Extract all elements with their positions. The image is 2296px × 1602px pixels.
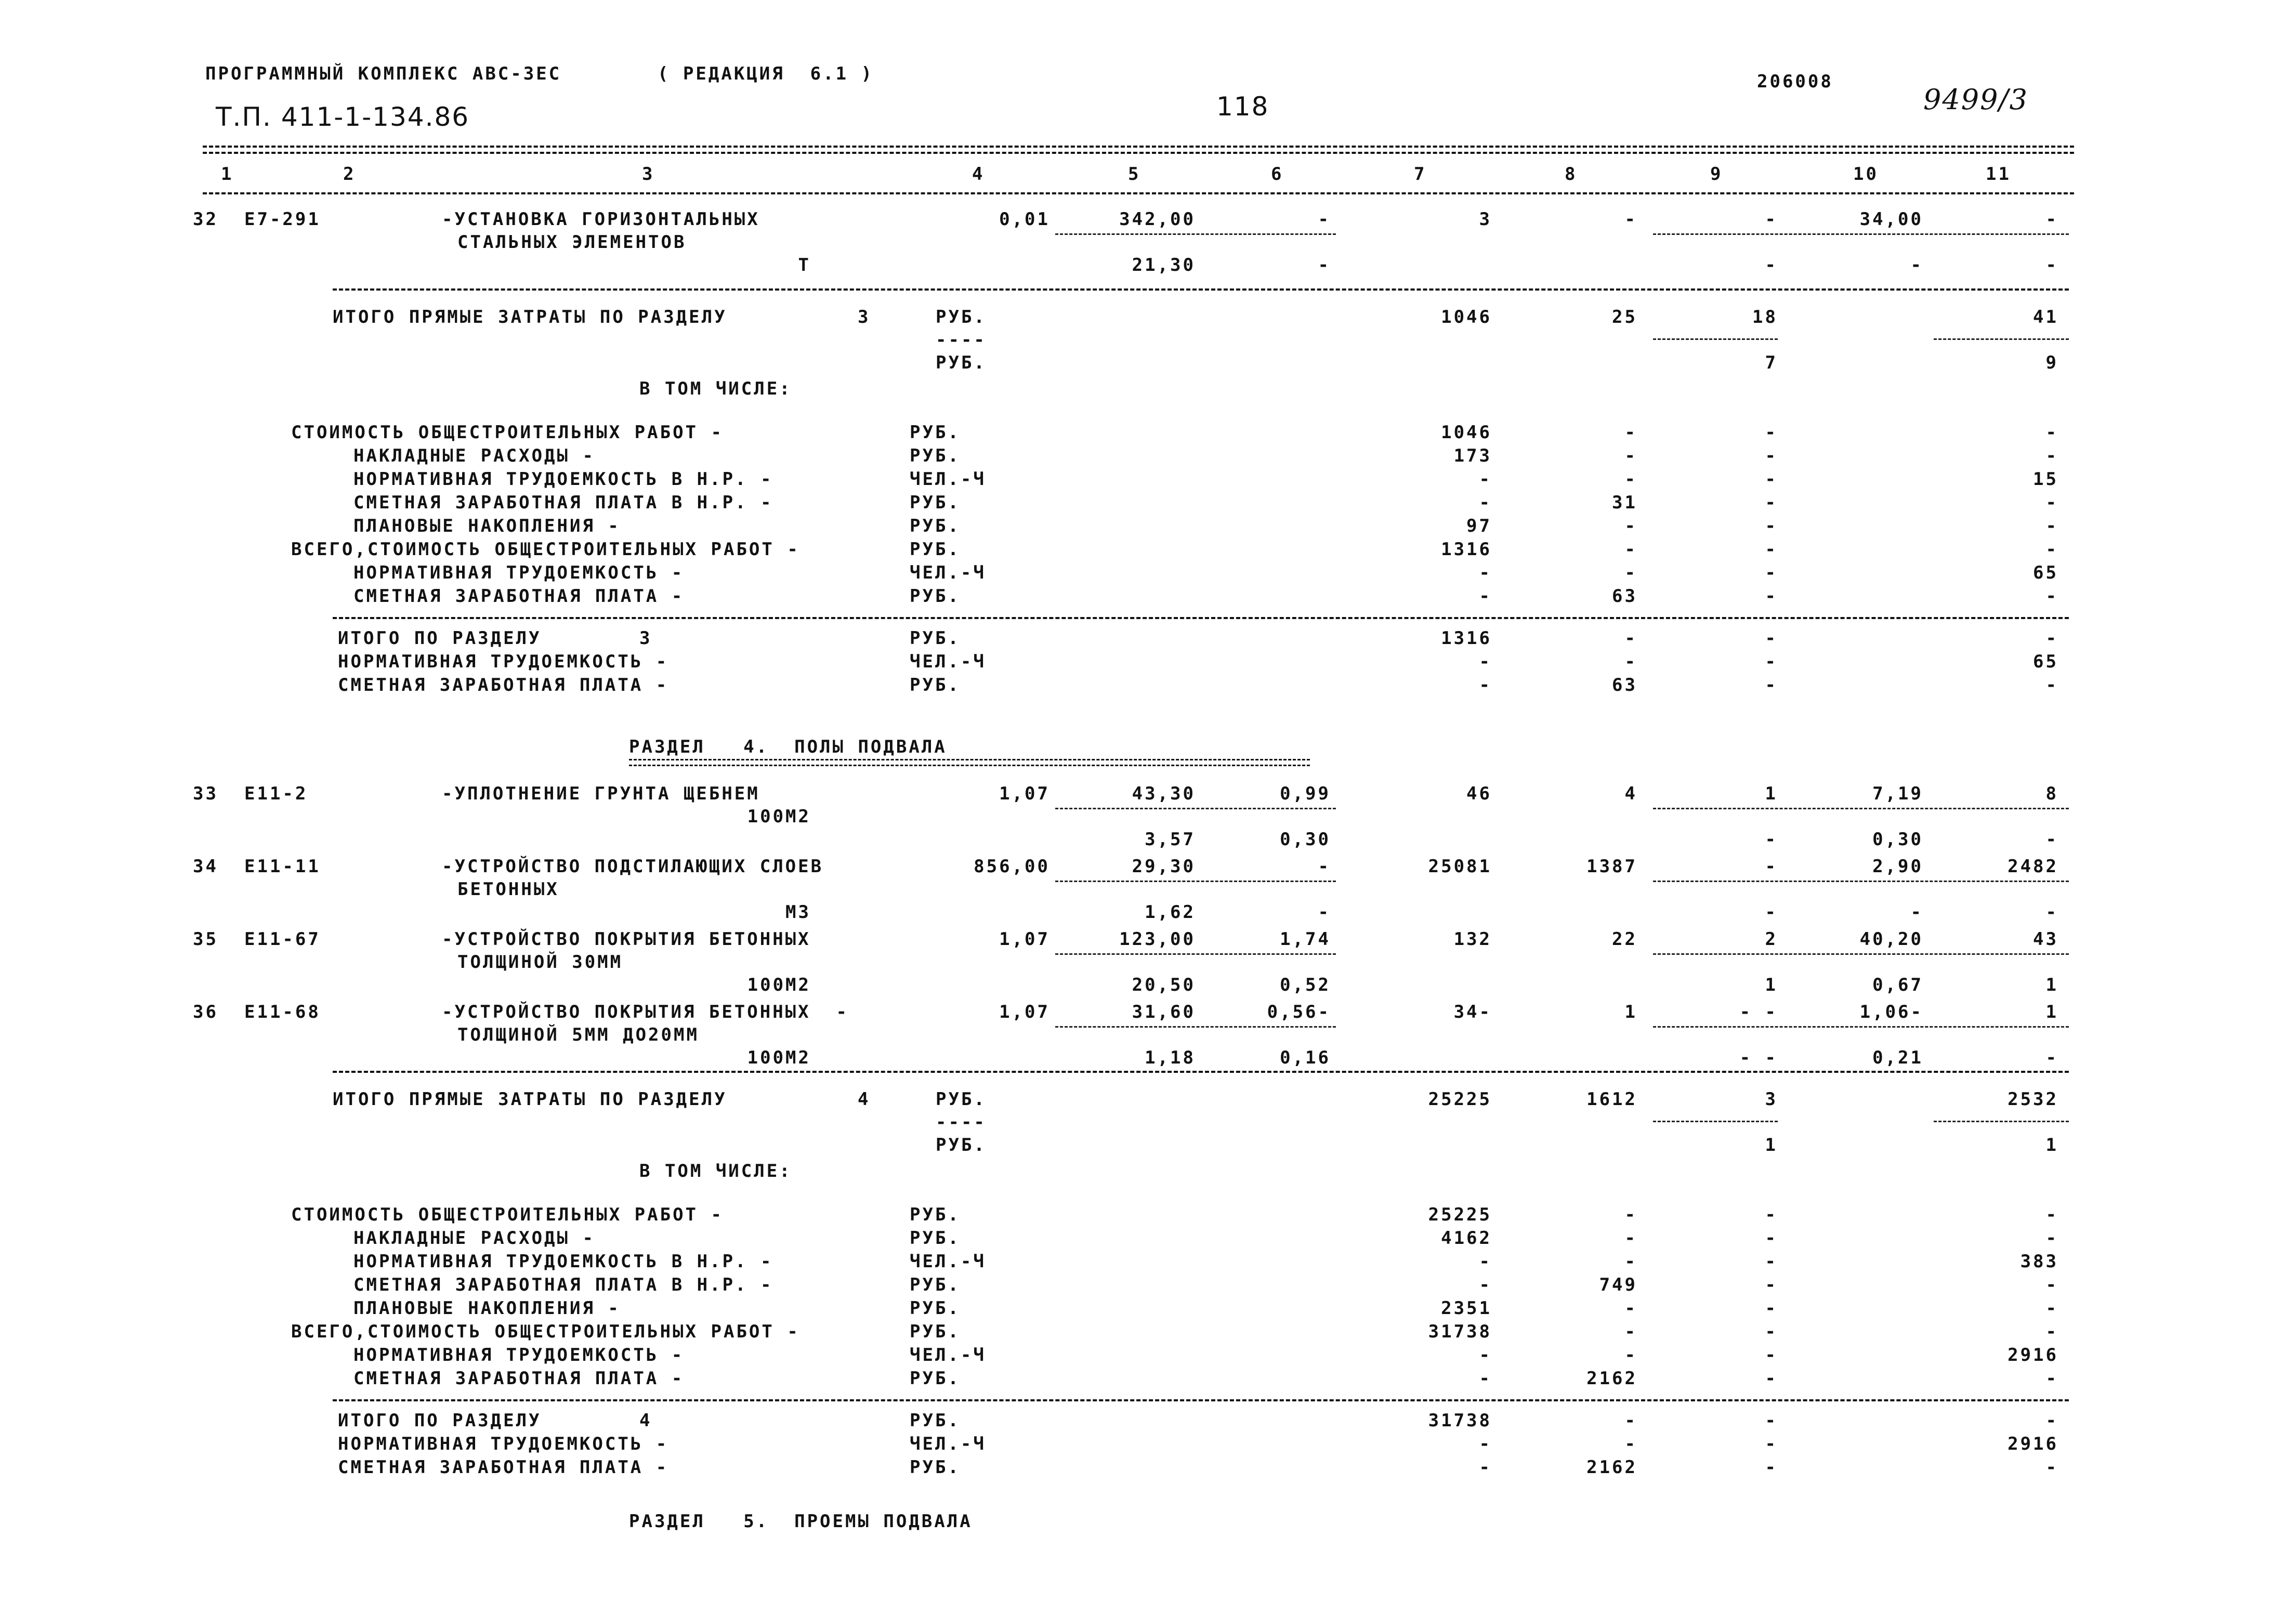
norm-code: Е11-2 [244, 783, 308, 804]
cost-line-machine: - [1765, 562, 1778, 583]
cost-line-value: - [1479, 1345, 1492, 1365]
section-total-unit: РУБ. [910, 1457, 961, 1478]
measure-unit: 100М2 [747, 806, 811, 827]
section-total-labor: - [2045, 1457, 2058, 1478]
unit-wages: 3,57 [1145, 829, 1196, 850]
cost-line-machine: - [1765, 1345, 1778, 1365]
section-rule [333, 1399, 2069, 1401]
column-number-10: 10 [1853, 164, 1879, 185]
section-total-machine: - [1765, 628, 1778, 649]
unit-machine-wages: 0,30 [1280, 829, 1331, 850]
cost-line-label: НАКЛАДНЫЕ РАСХОДЫ - [353, 1228, 595, 1249]
machine-labor-total: - [2045, 255, 2058, 275]
section-total-label: ИТОГО ПО РАЗДЕЛУ [338, 628, 542, 649]
total-wages: 1 [1624, 1002, 1637, 1022]
work-name: -УСТРОЙСТВО ПОКРЫТИЯ БЕТОННЫХ [442, 929, 811, 950]
unit-labor: 7,19 [1872, 783, 1923, 804]
cost-line-wages: - [1624, 539, 1637, 560]
machine-wages: - [1765, 255, 1778, 275]
section-total-value: 1316 [1441, 628, 1492, 649]
cell-divider [1653, 808, 2069, 809]
cost-line-value: - [1479, 1368, 1492, 1389]
cell-divider [1055, 953, 1336, 955]
cost-line-machine: - [1765, 469, 1778, 490]
section-total-labor: - [2045, 675, 2058, 695]
cell-divider [1653, 338, 1778, 340]
section-number: 3 [858, 307, 871, 327]
cost-line-machine: - [1765, 516, 1778, 536]
unit-cost: 123,00 [1119, 929, 1196, 950]
including-label: В ТОМ ЧИСЛЕ: [639, 378, 792, 399]
edition-label: ( РЕДАКЦИЯ 6.1 ) [658, 63, 874, 84]
total-machine: - [1765, 209, 1778, 230]
machine-labor-total: 1 [2045, 975, 2058, 995]
unit-labor: 40,20 [1859, 929, 1923, 950]
cost-line-labor: - [2045, 422, 2058, 443]
work-name-cont: СТАЛЬНЫХ ЭЛЕМЕНТОВ [457, 232, 687, 253]
cost-line-label: ВСЕГО,СТОИМОСТЬ ОБЩЕСТРОИТЕЛЬНЫХ РАБОТ - [291, 539, 800, 560]
section-total-value: - [1479, 651, 1492, 672]
total-machine: - - [1739, 1002, 1778, 1022]
including-label: В ТОМ ЧИСЛЕ: [639, 1161, 792, 1181]
machine-labor: - [1910, 255, 1923, 275]
machine-wages: - [1765, 829, 1778, 850]
row-number: 34 [193, 856, 218, 877]
column-number-8: 8 [1565, 164, 1578, 185]
cost-line-machine: - [1765, 492, 1778, 513]
column-number-5: 5 [1128, 164, 1141, 185]
total-wages: 25 [1612, 307, 1637, 327]
cost-line-unit: ЧЕЛ.-Ч [910, 469, 986, 490]
section-title: РАЗДЕЛ 4. ПОЛЫ ПОДВАЛА [629, 737, 947, 757]
unit-cost: 342,00 [1119, 209, 1196, 230]
section-title: РАЗДЕЛ 5. ПРОЕМЫ ПОДВАЛА [629, 1511, 973, 1532]
cost-line-unit: РУБ. [910, 1368, 961, 1389]
cost-line-unit: ЧЕЛ.-Ч [910, 562, 986, 583]
section-total-label: СМЕТНАЯ ЗАРАБОТНАЯ ПЛАТА - [338, 675, 669, 695]
cost-line-machine: - [1765, 539, 1778, 560]
cost-line-value: 1046 [1441, 422, 1492, 443]
row-number: 35 [193, 929, 218, 950]
cost-line-value: - [1479, 562, 1492, 583]
cost-line-wages: - [1624, 1251, 1637, 1272]
cost-line-wages: - [1624, 422, 1637, 443]
work-name-cont: ТОЛЩИНОЙ 5ММ ДО20ММ [457, 1025, 699, 1045]
total-cost: 132 [1453, 929, 1492, 950]
total-wages: 1612 [1586, 1089, 1637, 1110]
measure-unit: 100М2 [747, 975, 811, 995]
work-name-cont: БЕТОННЫХ [457, 879, 559, 900]
section-number: 4 [639, 1410, 652, 1431]
cost-line-unit: РУБ. [910, 586, 961, 607]
work-name: -УПЛОТНЕНИЕ ГРУНТА ЩЕБНЕМ [442, 783, 760, 804]
cost-line-machine: - [1765, 1298, 1778, 1319]
cost-line-labor: 383 [2020, 1251, 2058, 1272]
cell-divider [1934, 338, 2069, 340]
cost-line-label: СМЕТНАЯ ЗАРАБОТНАЯ ПЛАТА В Н.Р. - [353, 1275, 773, 1295]
unit-labor: 2,90 [1872, 856, 1923, 877]
machine-labor: - [1910, 902, 1923, 923]
cost-line-labor: - [2045, 492, 2058, 513]
section-total-wages: - [1624, 1434, 1637, 1454]
unit-wages: 1,18 [1145, 1047, 1196, 1068]
unit-labor: 1,06- [1859, 1002, 1923, 1022]
cost-line-value: 4162 [1441, 1228, 1492, 1249]
column-number-9: 9 [1710, 164, 1723, 185]
cost-line-wages: - [1624, 445, 1637, 466]
cell-divider [1055, 1026, 1336, 1028]
currency-unit: РУБ. [936, 1089, 987, 1110]
cost-line-unit: ЧЕЛ.-Ч [910, 1345, 986, 1365]
cost-line-label: СТОИМОСТЬ ОБЩЕСТРОИТЕЛЬНЫХ РАБОТ - [291, 422, 724, 443]
cost-line-unit: РУБ. [910, 1298, 961, 1319]
cost-line-label: СМЕТНАЯ ЗАРАБОТНАЯ ПЛАТА В Н.Р. - [353, 492, 773, 513]
total-labor: 8 [2045, 783, 2058, 804]
cost-line-value: - [1479, 586, 1492, 607]
column-number-1: 1 [221, 164, 234, 185]
cell-divider [1055, 808, 1336, 809]
section-total-wages: - [1624, 651, 1637, 672]
machine-wages: 1 [1765, 975, 1778, 995]
cost-line-unit: РУБ. [910, 492, 961, 513]
norm-code: Е11-67 [244, 929, 321, 950]
direct-costs-total-label: ИТОГО ПРЯМЫЕ ЗАТРАТЫ ПО РАЗДЕЛУ [333, 1089, 727, 1110]
unit-machine-wages: 0,16 [1280, 1047, 1331, 1068]
section-total-unit: ЧЕЛ.-Ч [910, 1434, 986, 1454]
total-cost: 34- [1453, 1002, 1492, 1022]
total-wages: 1387 [1586, 856, 1637, 877]
quantity: 0,01 [999, 209, 1050, 230]
section-number: 4 [858, 1089, 871, 1110]
section-total-value: - [1479, 1457, 1492, 1478]
section-total-machine: - [1765, 1457, 1778, 1478]
machine-labor: 0,21 [1872, 1047, 1923, 1068]
unit-machine-wages: 0,52 [1280, 975, 1331, 995]
cost-line-wages: 749 [1599, 1275, 1637, 1295]
cost-line-label: ВСЕГО,СТОИМОСТЬ ОБЩЕСТРОИТЕЛЬНЫХ РАБОТ - [291, 1321, 800, 1342]
page-number: 118 [1216, 91, 1269, 122]
cost-line-wages: - [1624, 1228, 1637, 1249]
unit-labor: 34,00 [1859, 209, 1923, 230]
column-number-7: 7 [1414, 164, 1427, 185]
machine-wages: - - [1739, 1047, 1778, 1068]
unit-cost: 31,60 [1132, 1002, 1196, 1022]
total-cost: 1046 [1441, 307, 1492, 327]
section-rule [333, 617, 2069, 619]
total-cost: 25081 [1428, 856, 1492, 877]
cost-line-machine: - [1765, 1228, 1778, 1249]
cost-line-labor: - [2045, 1204, 2058, 1225]
unit-machine-wages: - [1318, 255, 1331, 275]
cell-divider [1055, 881, 1336, 882]
machine-wages: 7 [1765, 352, 1778, 373]
section-total-machine: - [1765, 651, 1778, 672]
total-cost: 3 [1479, 209, 1492, 230]
column-number-3: 3 [642, 164, 655, 185]
currency-unit: РУБ. [936, 352, 987, 373]
work-name: -УСТАНОВКА ГОРИЗОНТАЛЬНЫХ [442, 209, 760, 230]
section-total-value: - [1479, 675, 1492, 695]
cost-line-labor: - [2045, 586, 2058, 607]
unit-machine-wages: - [1318, 902, 1331, 923]
section-total-label: ИТОГО ПО РАЗДЕЛУ [338, 1410, 542, 1431]
quantity: 1,07 [999, 1002, 1050, 1022]
cost-line-machine: - [1765, 1368, 1778, 1389]
quantity: 1,07 [999, 929, 1050, 950]
cost-line-labor: - [2045, 1321, 2058, 1342]
cost-line-wages: 31 [1612, 492, 1637, 513]
cell-divider [1653, 1026, 2069, 1028]
cost-line-unit: РУБ. [910, 1321, 961, 1342]
total-machine: 3 [1765, 1089, 1778, 1110]
section-total-labor: 2916 [2008, 1434, 2058, 1454]
cost-line-machine: - [1765, 586, 1778, 607]
total-wages: 4 [1624, 783, 1637, 804]
cost-line-machine: - [1765, 445, 1778, 466]
norm-code: Е11-68 [244, 1002, 321, 1022]
cost-line-wages: - [1624, 1298, 1637, 1319]
cost-line-labor: 65 [2033, 562, 2058, 583]
section-total-wages: - [1624, 628, 1637, 649]
unit-wages: 1,62 [1145, 902, 1196, 923]
cost-line-labor: - [2045, 445, 2058, 466]
total-labor: 1 [2045, 1002, 2058, 1022]
currency-unit: РУБ. [936, 1135, 987, 1155]
cost-line-wages: - [1624, 516, 1637, 536]
cost-line-unit: РУБ. [910, 516, 961, 536]
section-number: 3 [639, 628, 652, 649]
total-wages: 22 [1612, 929, 1637, 950]
section-total-unit: ЧЕЛ.-Ч [910, 651, 986, 672]
cost-line-label: СМЕТНАЯ ЗАРАБОТНАЯ ПЛАТА - [353, 586, 685, 607]
measure-unit: М3 [785, 902, 811, 923]
section-total-machine: - [1765, 675, 1778, 695]
cost-line-wages: - [1624, 1345, 1637, 1365]
section-total-unit: РУБ. [910, 675, 961, 695]
measure-unit: Т [798, 255, 811, 275]
cost-line-machine: - [1765, 422, 1778, 443]
row-number: 32 [193, 209, 218, 230]
cost-line-label: СТОИМОСТЬ ОБЩЕСТРОИТЕЛЬНЫХ РАБОТ - [291, 1204, 724, 1225]
cost-line-value: 173 [1453, 445, 1492, 466]
total-wages: - [1624, 209, 1637, 230]
cost-line-label: НОРМАТИВНАЯ ТРУДОЕМКОСТЬ - [353, 1345, 685, 1365]
cost-line-wages: 2162 [1586, 1368, 1637, 1389]
cost-line-machine: - [1765, 1251, 1778, 1272]
machine-labor-total: - [2045, 829, 2058, 850]
cost-line-label: НАКЛАДНЫЕ РАСХОДЫ - [353, 445, 595, 466]
unit-cost: 43,30 [1132, 783, 1196, 804]
cost-line-wages: 63 [1612, 586, 1637, 607]
column-number-11: 11 [1986, 164, 2011, 185]
section-rule [333, 1071, 2069, 1073]
cost-line-unit: РУБ. [910, 539, 961, 560]
cost-line-labor: 15 [2033, 469, 2058, 490]
quantity: 856,00 [974, 856, 1050, 877]
total-labor: 43 [2033, 929, 2058, 950]
measure-unit: 100М2 [747, 1047, 811, 1068]
section-total-wages: - [1624, 1410, 1637, 1431]
cost-line-labor: - [2045, 1368, 2058, 1389]
cell-divider [1055, 233, 1336, 235]
cost-line-unit: ЧЕЛ.-Ч [910, 1251, 986, 1272]
cost-line-value: 31738 [1428, 1321, 1492, 1342]
section-total-label: НОРМАТИВНАЯ ТРУДОЕМКОСТЬ - [338, 1434, 669, 1454]
header-bottom-rule [203, 192, 2074, 194]
column-number-2: 2 [343, 164, 356, 185]
cost-line-label: НОРМАТИВНАЯ ТРУДОЕМКОСТЬ - [353, 562, 685, 583]
cost-line-wages: - [1624, 1204, 1637, 1225]
total-labor: 41 [2033, 307, 2058, 327]
norm-code: Е7-291 [244, 209, 321, 230]
cost-line-unit: РУБ. [910, 1275, 961, 1295]
cost-line-value: - [1479, 492, 1492, 513]
section-total-labor: - [2045, 1410, 2058, 1431]
cost-line-label: НОРМАТИВНАЯ ТРУДОЕМКОСТЬ В Н.Р. - [353, 469, 773, 490]
section-title-underline [629, 759, 1310, 766]
section-total-value: 31738 [1428, 1410, 1492, 1431]
header-top-rule [203, 146, 2074, 148]
unit-machine: - [1318, 856, 1331, 877]
cost-line-value: - [1479, 1251, 1492, 1272]
cost-line-value: - [1479, 1275, 1492, 1295]
machine-labor-total: - [2045, 902, 2058, 923]
total-labor: 2482 [2008, 856, 2058, 877]
cell-divider [1653, 881, 2069, 882]
document-code: 206008 [1757, 71, 1833, 92]
cost-line-machine: - [1765, 1275, 1778, 1295]
cost-line-unit: РУБ. [910, 422, 961, 443]
cost-line-unit: РУБ. [910, 1228, 961, 1249]
column-number-4: 4 [972, 164, 985, 185]
cost-line-value: 97 [1466, 516, 1492, 536]
cell-divider [1934, 1121, 2069, 1122]
cost-line-labor: - [2045, 1228, 2058, 1249]
total-cost: 25225 [1428, 1089, 1492, 1110]
work-name-cont: ТОЛЩИНОЙ 30ММ [457, 952, 623, 973]
section-total-unit: РУБ. [910, 628, 961, 649]
total-machine: 1 [1765, 783, 1778, 804]
cost-line-machine: - [1765, 1204, 1778, 1225]
section-total-label: НОРМАТИВНАЯ ТРУДОЕМКОСТЬ - [338, 651, 669, 672]
machine-labor: 1 [2045, 1135, 2058, 1155]
row-number: 33 [193, 783, 218, 804]
cell-divider [1653, 953, 2069, 955]
cost-line-value: 1316 [1441, 539, 1492, 560]
section-total-labor: - [2045, 628, 2058, 649]
cost-line-labor: - [2045, 1298, 2058, 1319]
norm-code: Е11-11 [244, 856, 321, 877]
total-cost: 46 [1466, 783, 1492, 804]
section-total-wages: 63 [1612, 675, 1637, 695]
cost-line-label: НОРМАТИВНАЯ ТРУДОЕМКОСТЬ В Н.Р. - [353, 1251, 773, 1272]
total-labor: 2532 [2008, 1089, 2058, 1110]
section-total-label: СМЕТНАЯ ЗАРАБОТНАЯ ПЛАТА - [338, 1457, 669, 1478]
unit-machine: 0,56- [1267, 1002, 1331, 1022]
section-rule [333, 288, 2069, 291]
section-total-wages: 2162 [1586, 1457, 1637, 1478]
short-divider: ---- [936, 330, 987, 350]
unit-machine: 1,74 [1280, 929, 1331, 950]
cell-divider [1653, 1121, 1778, 1122]
doc-reference: Т.П. 411-1-134.86 [216, 102, 470, 132]
section-total-machine: - [1765, 1410, 1778, 1431]
cost-line-wages: - [1624, 562, 1637, 583]
cell-divider [1653, 233, 2069, 235]
column-number-6: 6 [1271, 164, 1284, 185]
cost-line-unit: РУБ. [910, 1204, 961, 1225]
short-divider: ---- [936, 1112, 987, 1133]
unit-wages: 21,30 [1132, 255, 1196, 275]
total-labor: - [2045, 209, 2058, 230]
total-machine: - [1765, 856, 1778, 877]
cost-line-unit: РУБ. [910, 445, 961, 466]
cost-line-wages: - [1624, 469, 1637, 490]
section-total-machine: - [1765, 1434, 1778, 1454]
cost-line-wages: - [1624, 1321, 1637, 1342]
machine-wages: 1 [1765, 1135, 1778, 1155]
row-number: 36 [193, 1002, 218, 1022]
section-total-value: - [1479, 1434, 1492, 1454]
cost-line-value: 25225 [1428, 1204, 1492, 1225]
cost-line-label: ПЛАНОВЫЕ НАКОПЛЕНИЯ - [353, 516, 621, 536]
cost-line-labor: - [2045, 516, 2058, 536]
unit-wages: 20,50 [1132, 975, 1196, 995]
program-title: ПРОГРАММНЫЙ КОМПЛЕКС АВС-ЗЕС [205, 63, 562, 84]
total-machine: 2 [1765, 929, 1778, 950]
section-total-unit: РУБ. [910, 1410, 961, 1431]
sheet-reference: 9499/3 [1923, 83, 2028, 116]
work-name: -УСТРОЙСТВО ПОКРЫТИЯ БЕТОННЫХ - [442, 1002, 849, 1022]
cost-line-labor: - [2045, 1275, 2058, 1295]
machine-labor: 0,67 [1872, 975, 1923, 995]
cost-line-value: - [1479, 469, 1492, 490]
cost-line-labor: - [2045, 539, 2058, 560]
total-machine: 18 [1752, 307, 1778, 327]
machine-labor-total: - [2045, 1047, 2058, 1068]
unit-machine: - [1318, 209, 1331, 230]
cost-line-label: ПЛАНОВЫЕ НАКОПЛЕНИЯ - [353, 1298, 621, 1319]
machine-labor: 9 [2045, 352, 2058, 373]
cost-line-machine: - [1765, 1321, 1778, 1342]
unit-machine: 0,99 [1280, 783, 1331, 804]
cost-line-label: СМЕТНАЯ ЗАРАБОТНАЯ ПЛАТА - [353, 1368, 685, 1389]
quantity: 1,07 [999, 783, 1050, 804]
header-top-rule-2 [203, 152, 2074, 154]
work-name: -УСТРОЙСТВО ПОДСТИЛАЮЩИХ СЛОЕВ [442, 856, 824, 877]
machine-labor: 0,30 [1872, 829, 1923, 850]
direct-costs-total-label: ИТОГО ПРЯМЫЕ ЗАТРАТЫ ПО РАЗДЕЛУ [333, 307, 727, 327]
currency-unit: РУБ. [936, 307, 987, 327]
cost-line-value: 2351 [1441, 1298, 1492, 1319]
section-total-labor: 65 [2033, 651, 2058, 672]
cost-line-labor: 2916 [2008, 1345, 2058, 1365]
machine-wages: - [1765, 902, 1778, 923]
unit-cost: 29,30 [1132, 856, 1196, 877]
